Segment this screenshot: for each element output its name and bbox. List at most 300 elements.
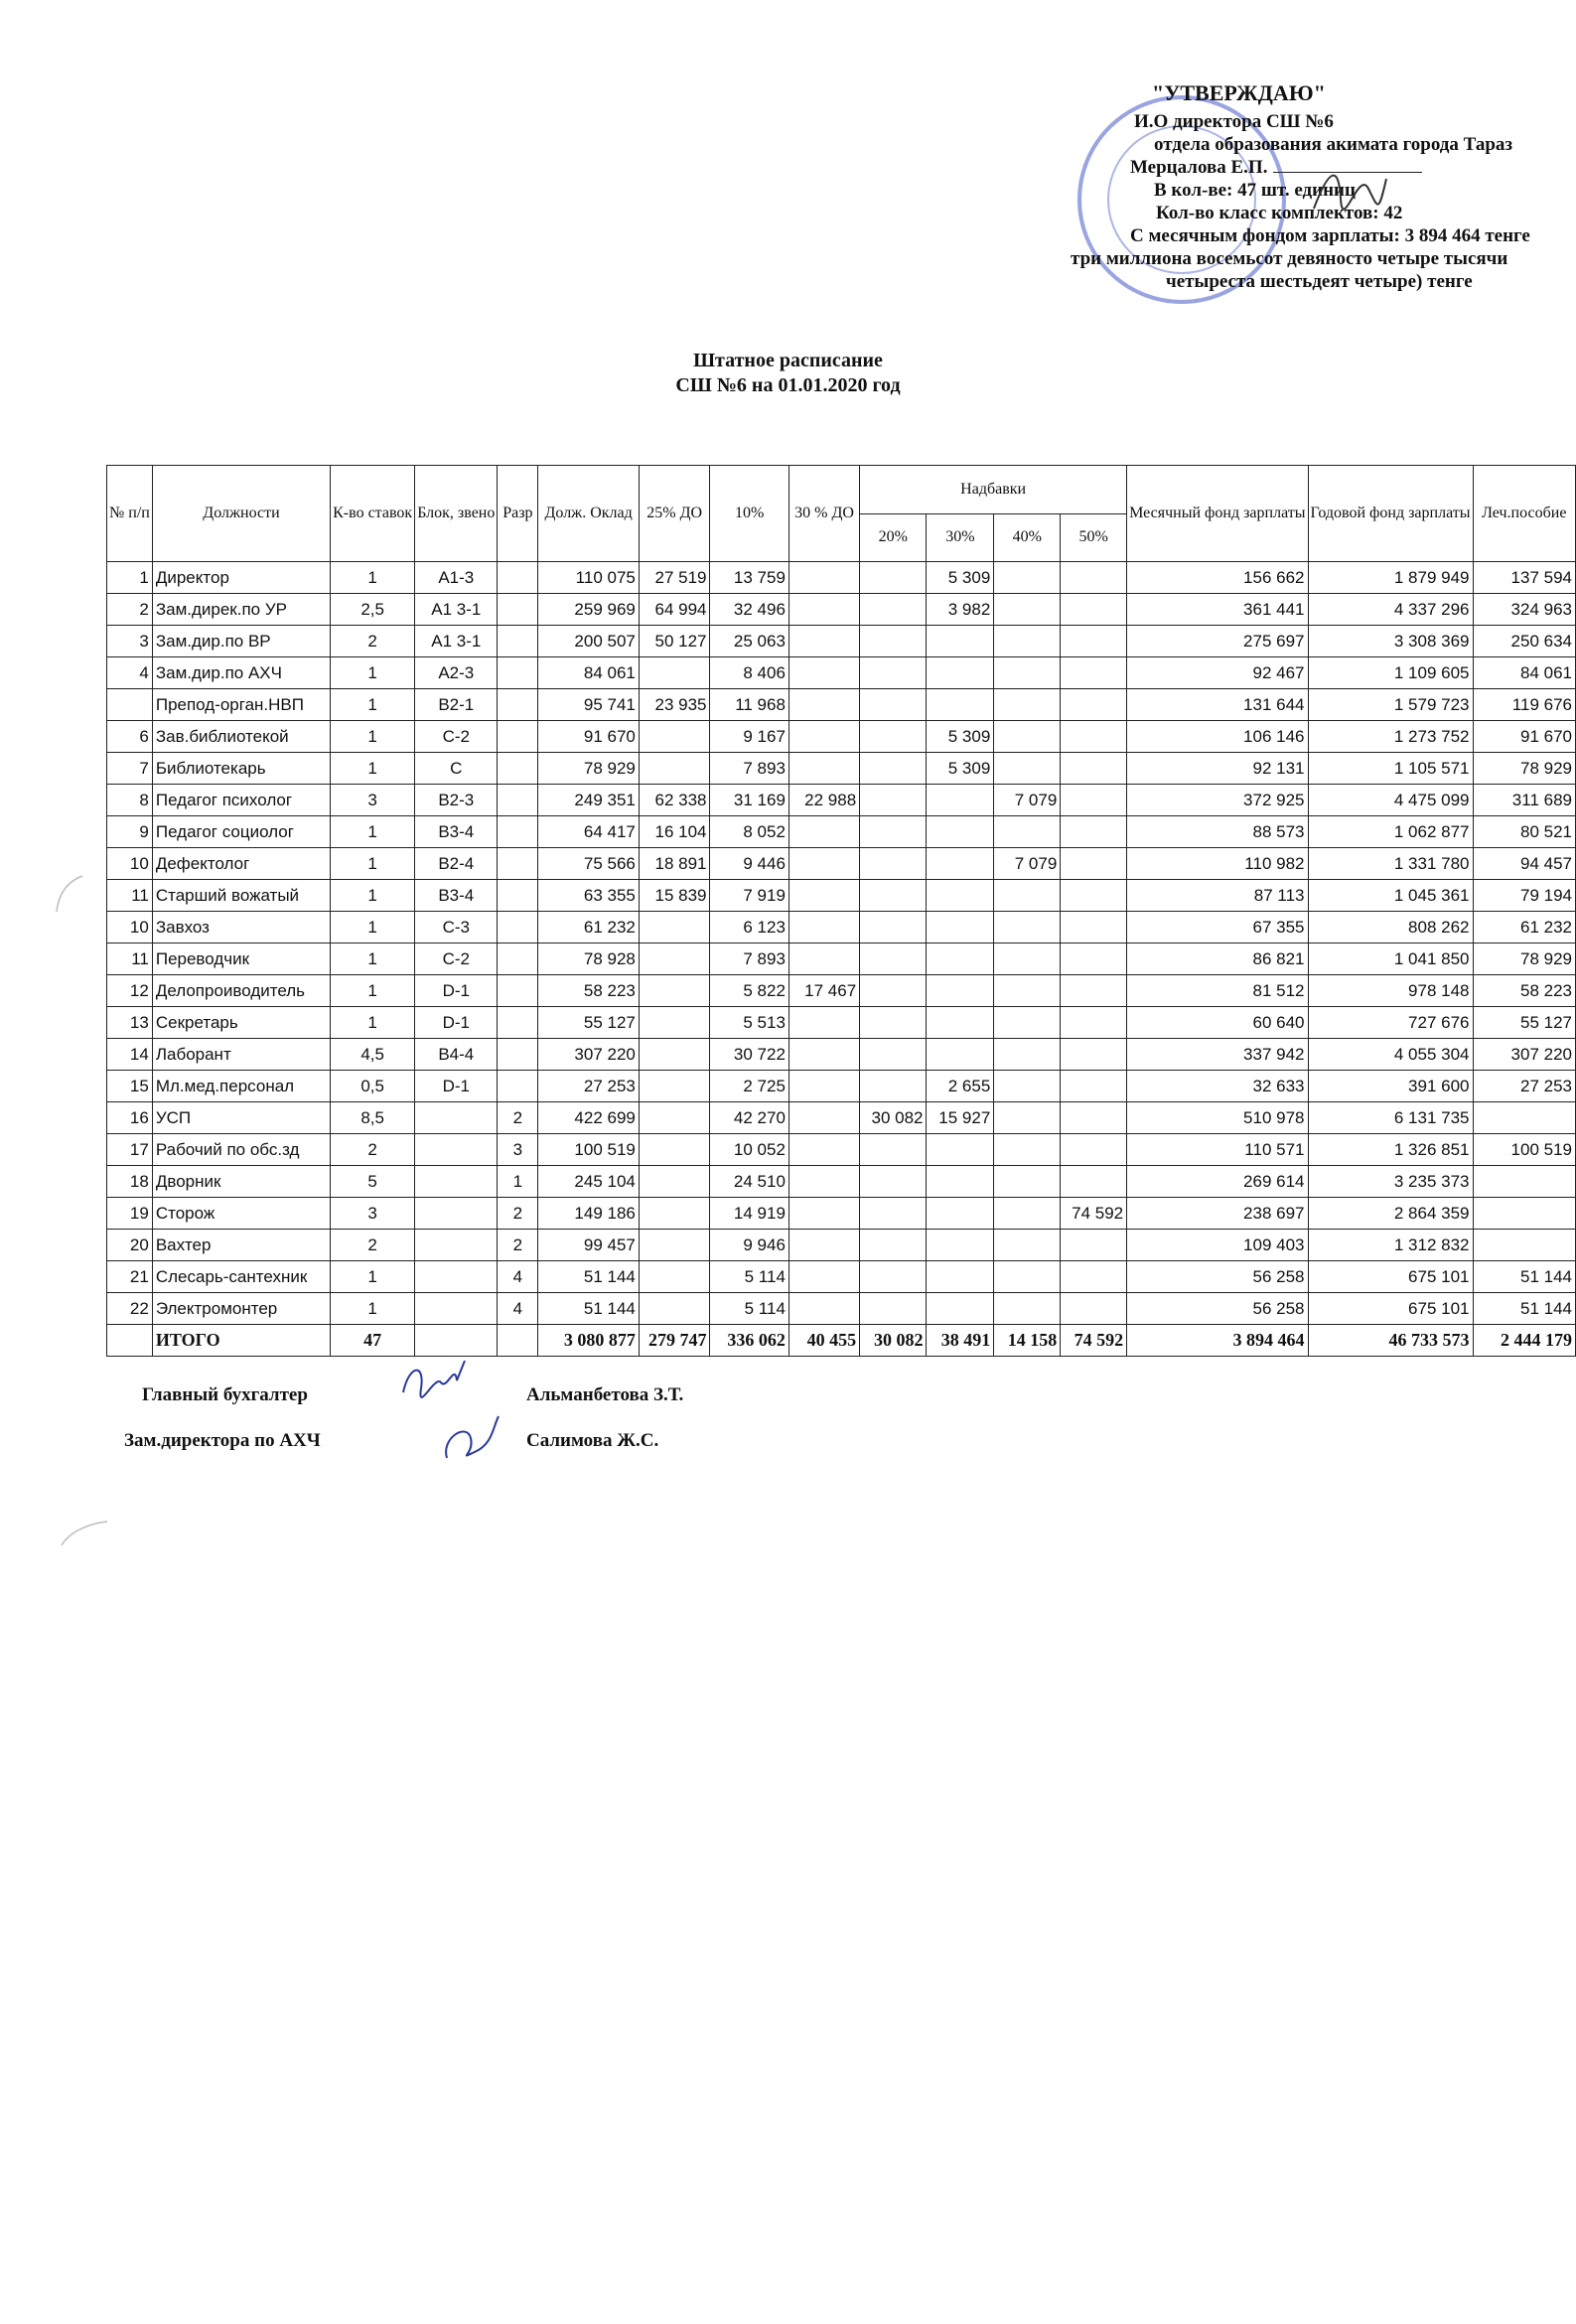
cell-b40: [994, 880, 1061, 912]
cell-b40: [994, 1230, 1061, 1261]
cell-b40: [994, 816, 1061, 848]
cell-position: Дворник: [152, 1166, 330, 1198]
total-grade: [498, 1325, 538, 1357]
deputy-name: Салимова Ж.С.: [526, 1430, 659, 1451]
header-monthly: Месячный фонд зарплаты: [1127, 466, 1308, 562]
cell-medical: 27 253: [1473, 1071, 1576, 1102]
cell-do25: [639, 1039, 710, 1071]
cell-row-num: 12: [107, 975, 153, 1007]
cell-row-num: 11: [107, 944, 153, 975]
cell-do30: [788, 1039, 859, 1071]
cell-do30: [788, 944, 859, 975]
cell-do25: [639, 721, 710, 753]
cell-b20: [860, 753, 927, 785]
cell-rate: 1: [331, 1293, 415, 1325]
cell-p10: 42 270: [710, 1102, 788, 1134]
cell-row-num: 18: [107, 1166, 153, 1198]
cell-rate: 3: [331, 785, 415, 816]
cell-grade: [498, 1071, 538, 1102]
cell-rate: 0,5: [331, 1071, 415, 1102]
cell-b50: [1061, 848, 1127, 880]
cell-block: С-3: [415, 912, 498, 944]
staff-schedule-table: [106, 465, 1576, 1357]
cell-block: А1 3-1: [415, 594, 498, 626]
cell-salary: 99 457: [538, 1230, 639, 1261]
cell-b30: [927, 626, 994, 657]
cell-grade: [498, 753, 538, 785]
cell-do25: [639, 912, 710, 944]
cell-salary: 149 186: [538, 1198, 639, 1230]
cell-grade: [498, 944, 538, 975]
cell-do30: [788, 1230, 859, 1261]
cell-b40: [994, 912, 1061, 944]
cell-position: Рабочий по обс.зд: [152, 1134, 330, 1166]
cell-monthly: 56 258: [1127, 1293, 1308, 1325]
cell-grade: 2: [498, 1230, 538, 1261]
cell-p10: 10 052: [710, 1134, 788, 1166]
cell-b30: [927, 848, 994, 880]
cell-monthly: 110 571: [1127, 1134, 1308, 1166]
cell-rate: 2: [331, 1230, 415, 1261]
table-body: [107, 562, 1576, 1357]
cell-b30: [927, 880, 994, 912]
cell-grade: 1: [498, 1166, 538, 1198]
cell-do30: [788, 1198, 859, 1230]
approval-line-2: отдела образования акимата города Тараз: [1154, 134, 1513, 155]
cell-b30: 3 982: [927, 594, 994, 626]
cell-row-num: 4: [107, 657, 153, 689]
header-row-1: [107, 466, 1576, 514]
cell-position: Лаборант: [152, 1039, 330, 1071]
cell-do30: [788, 1134, 859, 1166]
cell-salary: 110 075: [538, 562, 639, 594]
table-row: [107, 1007, 1576, 1039]
chief-accountant-label: Главный бухгалтер: [142, 1384, 308, 1405]
cell-salary: 78 929: [538, 753, 639, 785]
cell-b50: [1061, 1134, 1127, 1166]
cell-medical: 250 634: [1473, 626, 1576, 657]
approval-title: "УТВЕРЖДАЮ": [1152, 80, 1326, 105]
cell-p10: 9 946: [710, 1230, 788, 1261]
cell-medical: [1473, 1102, 1576, 1134]
crease-mark: [55, 874, 84, 914]
cell-block: В3-4: [415, 816, 498, 848]
cell-do25: [639, 657, 710, 689]
cell-row-num: 10: [107, 912, 153, 944]
cell-b30: [927, 1261, 994, 1293]
cell-b20: [860, 689, 927, 721]
cell-medical: 55 127: [1473, 1007, 1576, 1039]
cell-do25: 64 994: [639, 594, 710, 626]
cell-p10: 5 822: [710, 975, 788, 1007]
cell-rate: 5: [331, 1166, 415, 1198]
cell-annual: 675 101: [1308, 1293, 1473, 1325]
cell-annual: 1 312 832: [1308, 1230, 1473, 1261]
cell-do30: [788, 816, 859, 848]
cell-b50: [1061, 626, 1127, 657]
cell-b50: [1061, 1166, 1127, 1198]
cell-rate: 2: [331, 1134, 415, 1166]
cell-monthly: 56 258: [1127, 1261, 1308, 1293]
cell-annual: 1 326 851: [1308, 1134, 1473, 1166]
cell-row-num: [107, 689, 153, 721]
cell-p10: 7 893: [710, 944, 788, 975]
cell-row-num: 2: [107, 594, 153, 626]
cell-salary: 84 061: [538, 657, 639, 689]
cell-b20: [860, 721, 927, 753]
cell-salary: 259 969: [538, 594, 639, 626]
cell-b20: [860, 1007, 927, 1039]
table-row: [107, 657, 1576, 689]
cell-position: Вахтер: [152, 1230, 330, 1261]
cell-monthly: 361 441: [1127, 594, 1308, 626]
cell-p10: 11 968: [710, 689, 788, 721]
cell-annual: 1 062 877: [1308, 816, 1473, 848]
table-row: [107, 1293, 1576, 1325]
cell-b30: [927, 975, 994, 1007]
cell-salary: 200 507: [538, 626, 639, 657]
cell-b40: [994, 657, 1061, 689]
cell-p10: 30 722: [710, 1039, 788, 1071]
cell-block: В4-4: [415, 1039, 498, 1071]
cell-medical: 100 519: [1473, 1134, 1576, 1166]
cell-position: Завхоз: [152, 912, 330, 944]
approval-line-1: И.О директора СШ №6: [1134, 111, 1334, 132]
cell-do25: 27 519: [639, 562, 710, 594]
cell-medical: 61 232: [1473, 912, 1576, 944]
cell-salary: 27 253: [538, 1071, 639, 1102]
cell-block: D-1: [415, 975, 498, 1007]
cell-p10: 2 725: [710, 1071, 788, 1102]
cell-monthly: 110 982: [1127, 848, 1308, 880]
header-do30: 30 % ДО: [788, 466, 859, 562]
cell-b40: [994, 721, 1061, 753]
cell-position: Слесарь-сантехник: [152, 1261, 330, 1293]
cell-salary: 422 699: [538, 1102, 639, 1134]
cell-do30: 22 988: [788, 785, 859, 816]
cell-b20: [860, 1134, 927, 1166]
cell-position: УСП: [152, 1102, 330, 1134]
cell-row-num: 19: [107, 1198, 153, 1230]
cell-b30: 5 309: [927, 721, 994, 753]
cell-grade: [498, 657, 538, 689]
cell-b50: [1061, 1293, 1127, 1325]
header-salary: Долж. Оклад: [538, 466, 639, 562]
total-row-num: [107, 1325, 153, 1357]
cell-medical: 307 220: [1473, 1039, 1576, 1071]
cell-monthly: 92 467: [1127, 657, 1308, 689]
header-medical: Леч.пособие: [1473, 466, 1576, 562]
header-rate: К-во ставок: [331, 466, 415, 562]
cell-medical: 324 963: [1473, 594, 1576, 626]
approval-line-5: Кол-во класс комплектов: 42: [1156, 203, 1403, 223]
cell-monthly: 372 925: [1127, 785, 1308, 816]
cell-b20: [860, 657, 927, 689]
cell-position: Делопроиводитель: [152, 975, 330, 1007]
cell-b50: [1061, 1230, 1127, 1261]
cell-b30: [927, 689, 994, 721]
cell-b40: [994, 562, 1061, 594]
cell-grade: [498, 880, 538, 912]
approval-line-8: четыреста шестьдеят четыре) тенге: [1166, 271, 1473, 292]
cell-monthly: 88 573: [1127, 816, 1308, 848]
cell-b50: [1061, 785, 1127, 816]
cell-row-num: 13: [107, 1007, 153, 1039]
cell-b40: [994, 1198, 1061, 1230]
cell-annual: 4 475 099: [1308, 785, 1473, 816]
cell-monthly: 275 697: [1127, 626, 1308, 657]
cell-do25: 50 127: [639, 626, 710, 657]
total-monthly: 3 894 464: [1127, 1325, 1308, 1357]
cell-b30: 5 309: [927, 562, 994, 594]
cell-p10: 5 114: [710, 1261, 788, 1293]
cell-b20: [860, 562, 927, 594]
cell-grade: 2: [498, 1102, 538, 1134]
cell-annual: 1 879 949: [1308, 562, 1473, 594]
cell-rate: 1: [331, 562, 415, 594]
total-b40: 14 158: [994, 1325, 1061, 1357]
cell-b30: [927, 1293, 994, 1325]
table-row: [107, 975, 1576, 1007]
cell-monthly: 131 644: [1127, 689, 1308, 721]
cell-do30: [788, 657, 859, 689]
cell-salary: 58 223: [538, 975, 639, 1007]
cell-do30: [788, 880, 859, 912]
cell-do30: [788, 626, 859, 657]
cell-position: Зам.дирек.по УР: [152, 594, 330, 626]
cell-medical: 94 457: [1473, 848, 1576, 880]
cell-p10: 5 114: [710, 1293, 788, 1325]
cell-b30: [927, 1039, 994, 1071]
cell-do25: [639, 1102, 710, 1134]
cell-position: Сторож: [152, 1198, 330, 1230]
cell-b40: [994, 626, 1061, 657]
cell-p10: 8 406: [710, 657, 788, 689]
total-do25: 279 747: [639, 1325, 710, 1357]
cell-grade: [498, 1039, 538, 1071]
cell-do30: [788, 1071, 859, 1102]
cell-grade: [498, 594, 538, 626]
cell-rate: 1: [331, 848, 415, 880]
cell-b50: [1061, 753, 1127, 785]
cell-medical: [1473, 1166, 1576, 1198]
cell-monthly: 510 978: [1127, 1102, 1308, 1134]
deputy-signature: [437, 1408, 506, 1468]
total-rate: 47: [331, 1325, 415, 1357]
cell-annual: 1 041 850: [1308, 944, 1473, 975]
cell-monthly: 109 403: [1127, 1230, 1308, 1261]
cell-monthly: 81 512: [1127, 975, 1308, 1007]
cell-b50: [1061, 1261, 1127, 1293]
cell-position: Зам.дир.по АХЧ: [152, 657, 330, 689]
cell-row-num: 3: [107, 626, 153, 657]
document-subtitle: СШ №6 на 01.01.2020 год: [675, 374, 901, 396]
crease-mark: [60, 1520, 109, 1549]
cell-position: Секретарь: [152, 1007, 330, 1039]
cell-salary: 307 220: [538, 1039, 639, 1071]
cell-b30: [927, 1198, 994, 1230]
cell-salary: 61 232: [538, 912, 639, 944]
cell-do30: [788, 1007, 859, 1039]
cell-annual: 391 600: [1308, 1071, 1473, 1102]
cell-row-num: 11: [107, 880, 153, 912]
cell-rate: 1: [331, 753, 415, 785]
cell-p10: 9 446: [710, 848, 788, 880]
cell-row-num: 8: [107, 785, 153, 816]
cell-block: А1-3: [415, 562, 498, 594]
cell-block: [415, 1230, 498, 1261]
table-row: [107, 626, 1576, 657]
cell-b40: [994, 1039, 1061, 1071]
cell-b20: [860, 1198, 927, 1230]
cell-b40: [994, 1261, 1061, 1293]
total-annual: 46 733 573: [1308, 1325, 1473, 1357]
header-bonuses: Надбавки: [860, 466, 1127, 514]
cell-position: Старший вожатый: [152, 880, 330, 912]
cell-b40: [994, 753, 1061, 785]
cell-annual: 1 045 361: [1308, 880, 1473, 912]
table-row: [107, 816, 1576, 848]
cell-annual: 675 101: [1308, 1261, 1473, 1293]
cell-b20: [860, 975, 927, 1007]
header-p10: 10%: [710, 466, 788, 562]
cell-b20: [860, 880, 927, 912]
table-row: [107, 880, 1576, 912]
cell-do25: [639, 1293, 710, 1325]
header-num: № п/п: [107, 466, 153, 562]
cell-block: В2-4: [415, 848, 498, 880]
cell-rate: 1: [331, 816, 415, 848]
cell-medical: 58 223: [1473, 975, 1576, 1007]
cell-b50: [1061, 880, 1127, 912]
header-b40: 40%: [994, 513, 1061, 562]
cell-b40: [994, 1134, 1061, 1166]
table-row: [107, 944, 1576, 975]
table-row: [107, 1071, 1576, 1102]
cell-b30: 5 309: [927, 753, 994, 785]
cell-do30: [788, 721, 859, 753]
cell-do30: [788, 848, 859, 880]
table-row: [107, 1039, 1576, 1071]
cell-position: Зам.дир.по ВР: [152, 626, 330, 657]
cell-grade: [498, 1007, 538, 1039]
cell-grade: [498, 848, 538, 880]
cell-do30: [788, 912, 859, 944]
cell-b50: [1061, 721, 1127, 753]
cell-do30: [788, 594, 859, 626]
cell-medical: 79 194: [1473, 880, 1576, 912]
cell-b50: 74 592: [1061, 1198, 1127, 1230]
table-row: [107, 785, 1576, 816]
cell-do25: [639, 1007, 710, 1039]
cell-block: С-2: [415, 721, 498, 753]
cell-position: Мл.мед.персонал: [152, 1071, 330, 1102]
cell-b40: [994, 1007, 1061, 1039]
cell-block: D-1: [415, 1071, 498, 1102]
cell-do25: [639, 944, 710, 975]
cell-b20: [860, 1039, 927, 1071]
cell-block: D-1: [415, 1007, 498, 1039]
cell-grade: 2: [498, 1198, 538, 1230]
table-row: [107, 689, 1576, 721]
cell-block: [415, 1261, 498, 1293]
cell-rate: 1: [331, 944, 415, 975]
total-p10: 336 062: [710, 1325, 788, 1357]
cell-b50: [1061, 975, 1127, 1007]
cell-p10: 5 513: [710, 1007, 788, 1039]
cell-annual: 4 337 296: [1308, 594, 1473, 626]
cell-row-num: 21: [107, 1261, 153, 1293]
cell-block: А2-3: [415, 657, 498, 689]
cell-medical: 137 594: [1473, 562, 1576, 594]
cell-b40: [994, 1102, 1061, 1134]
cell-salary: 95 741: [538, 689, 639, 721]
deputy-label: Зам.директора по АХЧ: [124, 1430, 321, 1451]
cell-b50: [1061, 816, 1127, 848]
header-b20: 20%: [860, 513, 927, 562]
cell-position: Зав.библиотекой: [152, 721, 330, 753]
cell-b40: [994, 975, 1061, 1007]
cell-rate: 1: [331, 912, 415, 944]
cell-rate: 8,5: [331, 1102, 415, 1134]
cell-medical: 51 144: [1473, 1261, 1576, 1293]
cell-annual: 1 331 780: [1308, 848, 1473, 880]
table-row: [107, 1134, 1576, 1166]
table-row: [107, 594, 1576, 626]
cell-monthly: 60 640: [1127, 1007, 1308, 1039]
cell-salary: 55 127: [538, 1007, 639, 1039]
cell-do25: [639, 1230, 710, 1261]
cell-block: [415, 1293, 498, 1325]
cell-do25: [639, 975, 710, 1007]
cell-salary: 64 417: [538, 816, 639, 848]
cell-rate: 4,5: [331, 1039, 415, 1071]
cell-annual: 6 131 735: [1308, 1102, 1473, 1134]
cell-do25: 62 338: [639, 785, 710, 816]
cell-salary: 78 928: [538, 944, 639, 975]
cell-medical: 119 676: [1473, 689, 1576, 721]
cell-medical: 78 929: [1473, 753, 1576, 785]
cell-grade: 3: [498, 1134, 538, 1166]
cell-b30: [927, 944, 994, 975]
table-row: [107, 562, 1576, 594]
table-row: [107, 1166, 1576, 1198]
cell-b40: 7 079: [994, 785, 1061, 816]
cell-salary: 249 351: [538, 785, 639, 816]
cell-grade: [498, 785, 538, 816]
cell-b40: [994, 1166, 1061, 1198]
cell-monthly: 106 146: [1127, 721, 1308, 753]
cell-row-num: 1: [107, 562, 153, 594]
director-signature: [1309, 159, 1388, 218]
cell-row-num: 9: [107, 816, 153, 848]
header-b30: 30%: [927, 513, 994, 562]
cell-grade: [498, 689, 538, 721]
approval-line-6: С месячным фондом зарплаты: 3 894 464 тенге: [1130, 225, 1530, 246]
cell-medical: [1473, 1198, 1576, 1230]
cell-do25: 23 935: [639, 689, 710, 721]
cell-b50: [1061, 594, 1127, 626]
cell-b50: [1061, 1007, 1127, 1039]
cell-do25: [639, 1134, 710, 1166]
table-row: [107, 721, 1576, 753]
cell-do30: [788, 689, 859, 721]
cell-b40: [994, 689, 1061, 721]
cell-p10: 31 169: [710, 785, 788, 816]
cell-position: Директор: [152, 562, 330, 594]
cell-block: В3-4: [415, 880, 498, 912]
accountant-signature: [395, 1353, 475, 1412]
